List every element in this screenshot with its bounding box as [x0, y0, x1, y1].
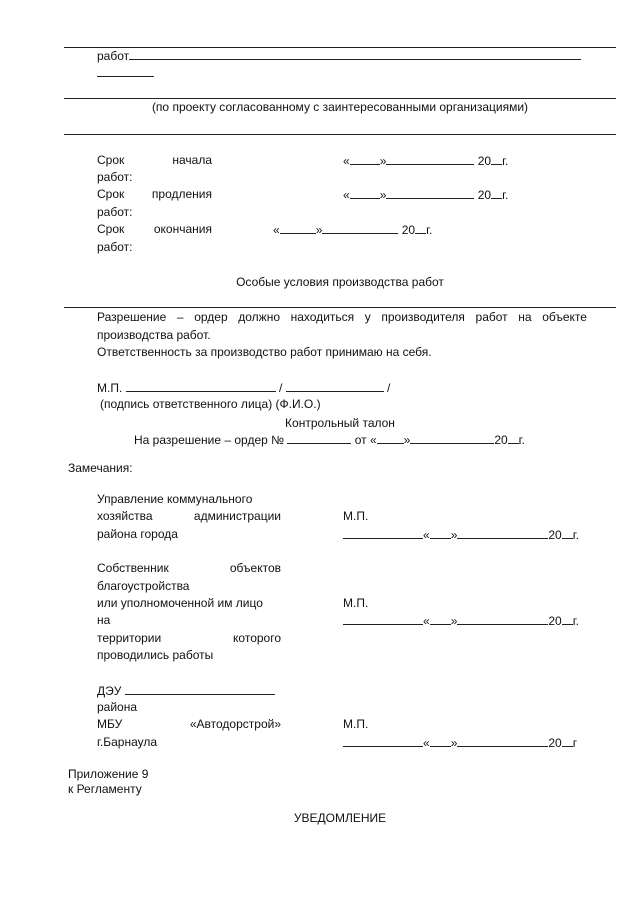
special-paragraph-word: – — [176, 310, 184, 324]
special-paragraph-word: у — [364, 310, 371, 324]
org1-date: « » 20 г. — [343, 528, 579, 541]
org1-line-2: хозяйства администрации — [97, 509, 281, 523]
signature-field — [126, 381, 276, 392]
special-paragraph-line-3: Ответственность за производство работ принимаю на себя. — [97, 345, 432, 359]
special-paragraph-word: Разрешение — [97, 310, 167, 324]
org2-stamp: М.П. — [343, 596, 369, 610]
org2-line-5: территории которого — [97, 631, 281, 645]
org2-line-3: или уполномоченной им лицо — [97, 596, 263, 610]
talon-line: На разрешение – ордер № от « » 20 г. — [134, 433, 525, 447]
date-end-value: « » 20 г. — [273, 223, 433, 237]
date-extend-label-2: работ: — [97, 205, 133, 219]
appendix-line-1: Приложение 9 — [68, 767, 149, 781]
signature-caption: (подпись ответственного лица) (Ф.И.О.) — [100, 397, 321, 411]
org3-line-3: МБУ «Автодорстрой» — [97, 717, 281, 731]
special-paragraph-word: должно — [238, 310, 280, 324]
org2-line-2: благоустройства — [97, 579, 190, 593]
date-end-label-2: работ: — [97, 240, 133, 254]
special-paragraph-line-2: производства работ. — [97, 328, 211, 342]
special-paragraph-line-1 — [97, 311, 587, 323]
date-start-label-2: работ: — [97, 170, 133, 184]
org2-line-4: на — [97, 613, 111, 627]
special-paragraph-word: на — [518, 310, 532, 324]
raboty-fill-line-2 — [97, 66, 154, 77]
org1-line-3: района города — [97, 527, 178, 541]
date-start-label: Срок начала — [97, 153, 212, 167]
special-paragraph-word: объекте — [542, 310, 587, 324]
org3-line-1: ДЭУ — [97, 684, 275, 697]
remarks-label: Замечания: — [68, 461, 133, 475]
date-end-label: Срок окончания — [97, 222, 212, 236]
org3-stamp: М.П. — [343, 717, 369, 731]
name-field — [286, 381, 384, 392]
special-paragraph-word: производителя — [381, 310, 465, 324]
org3-line-4: г.Барнаула — [97, 735, 158, 749]
project-subtitle: (по проекту согласованному с заинтересованными организациями) — [151, 100, 529, 114]
notice-title: УВЕДОМЛЕНИЕ — [293, 811, 387, 825]
special-paragraph-word: находиться — [290, 310, 355, 324]
org2-line-6: проводились работы — [97, 648, 214, 662]
raboty-fill-line — [129, 49, 581, 60]
date-start-value: « » 20 г. — [343, 154, 509, 168]
project-rule — [64, 98, 616, 99]
special-rule — [64, 307, 616, 308]
org2-date: « » 20 г. — [343, 614, 579, 627]
dates-rule — [64, 134, 616, 135]
org3-name-field — [125, 684, 275, 695]
org1-stamp: М.П. — [343, 509, 369, 523]
raboty-label: работ — [97, 49, 130, 63]
signature-line: М.П. / / — [97, 381, 391, 395]
special-paragraph-word: работ — [475, 310, 508, 324]
special-paragraph-word: ордер — [194, 310, 228, 324]
raboty-line — [97, 49, 581, 62]
date-extend-value: « » 20 г. — [343, 188, 509, 202]
stamp-label: М.П. — [97, 381, 123, 395]
special-heading: Особые условия производства работ — [236, 275, 444, 289]
org3-date: « » 20 г — [343, 736, 577, 749]
org1-line-1: Управление коммунального — [97, 492, 253, 506]
date-extend-label: Срок продления — [97, 187, 212, 201]
top-rule — [64, 47, 616, 48]
org3-line-2: района — [97, 700, 138, 714]
org2-line-1: Собственник объектов — [97, 561, 281, 575]
talon-title: Контрольный талон — [285, 416, 395, 430]
appendix-line-2: к Регламенту — [68, 782, 142, 796]
